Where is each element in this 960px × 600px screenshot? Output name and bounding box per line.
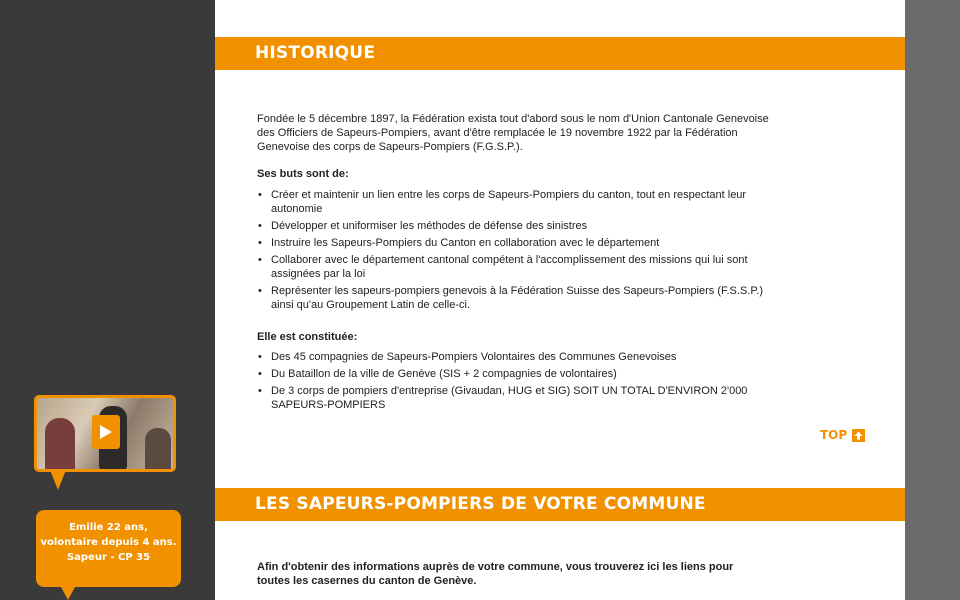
constitution-title: Elle est constituée: <box>257 331 358 343</box>
testimonial-name: Emilie 22 ans, <box>69 522 148 533</box>
list-item: • Représenter les sapeurs-pompiers genevois à la Fédération Suisse des Sapeurs-Pompiers (F.S.S.P.) ainsi qu'au Groupement Latin de celle-ci. <box>257 284 777 312</box>
historique-heading: HISTORIQUE <box>215 37 905 70</box>
speech-bubble-tail <box>60 585 76 600</box>
list-item: • Créer et maintenir un lien entre les corps de Sapeurs-Pompiers du canton, tout en respectant leur autonomie <box>257 188 777 216</box>
list-item: • Collaborer avec le département cantonal compétent à l'accomplissement des missions qui lui sont assignées par la loi <box>257 253 777 281</box>
list-item: • Développer et uniformiser les méthodes de défense des sinistres <box>257 219 777 233</box>
testimonial-video-thumbnail[interactable] <box>34 395 176 472</box>
commune-text: Afin d'obtenir des informations auprès de votre commune, vous trouverez ici les liens pour toutes les casernes du canton de Genève. <box>257 561 734 587</box>
constitution-list <box>257 350 777 415</box>
main-content <box>215 0 905 600</box>
goals-title: Ses buts sont de: <box>257 168 349 180</box>
list-item: • De 3 corps de pompiers d'entreprise (Givaudan, HUG et SIG) SOIT UN TOTAL D'ENVIRON 2'000 SAPEURS-POMPIERS <box>257 384 777 412</box>
play-icon[interactable] <box>92 415 120 449</box>
arrow-up-icon <box>852 429 865 442</box>
commune-heading: LES SAPEURS-POMPIERS DE VOTRE COMMUNE <box>215 488 905 521</box>
video-figure <box>145 428 171 472</box>
testimonial-role: volontaire depuis 4 ans. <box>40 537 177 548</box>
goals-list <box>257 188 777 315</box>
speech-bubble-tail <box>50 470 66 490</box>
testimonial-company: Sapeur - CP 35 <box>66 552 151 563</box>
historique-intro: Fondée le 5 décembre 1897, la Fédération exista tout d'abord sous le nom d'Union Cantonale Genevoise des Officiers de Sapeurs-Pompiers, avant d'être remplacée le 19 novembre 1922 par la Fédération Genevoise des corps de Sapeurs-Pompiers (F.G.S.P.). <box>257 113 769 153</box>
testimonial-caption <box>36 510 181 587</box>
video-figure <box>45 418 75 472</box>
top-link-label: TOP <box>820 428 848 442</box>
top-link[interactable] <box>820 428 865 442</box>
list-item: • Instruire les Sapeurs-Pompiers du Canton en collaboration avec le département <box>257 236 777 250</box>
right-margin-background <box>905 0 960 600</box>
list-item: • Des 45 compagnies de Sapeurs-Pompiers Volontaires des Communes Genevoises <box>257 350 777 364</box>
list-item: • Du Bataillon de la ville de Genève (SIS + 2 compagnies de volontaires) <box>257 367 777 381</box>
